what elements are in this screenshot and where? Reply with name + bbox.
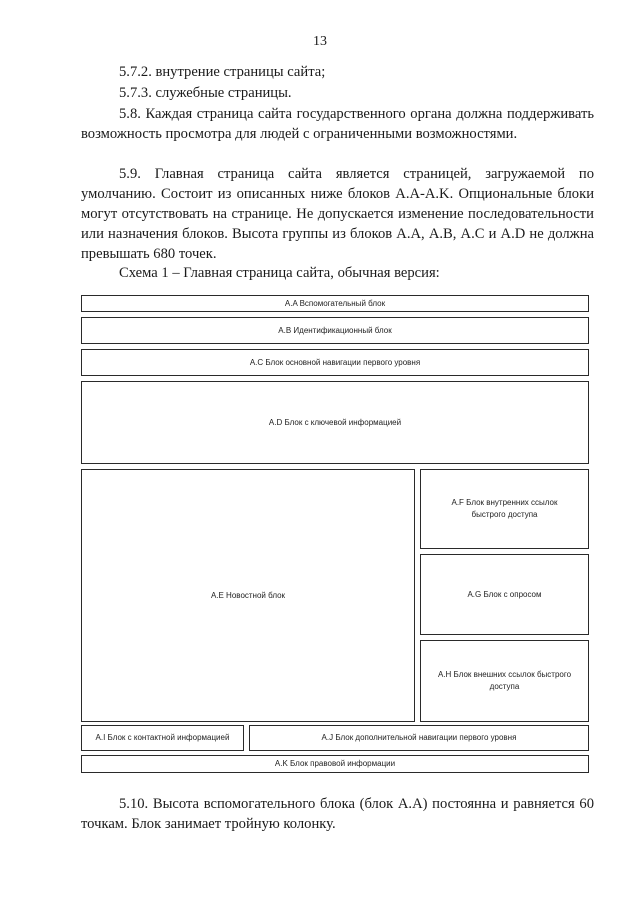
block-ah-external-links: A.H Блок внешних ссылок быстрого доступа (420, 640, 589, 722)
block-ad-key-information: A.D Блок с ключевой информацией (81, 381, 589, 464)
paragraph-5-9: 5.9. Главная страница сайта является страницей, загружаемой по умолчанию. Состоит из описанных ниже блоков A.A-A.K. Опциональные блоки могут отсутствовать на странице. Не допускается изменение последовательности или назначения блоков. Высота группы из блоков А.А, А.В, А.С и A.D не должна превышать 680 точек. (81, 166, 594, 262)
paragraph-5-8: 5.8. Каждая страница сайта государственного органа должна поддерживать возможность просмотра для людей с ограниченными возможностями. (81, 106, 594, 142)
page-number: 13 (313, 34, 327, 49)
block-ac-main-navigation: A.C Блок основной навигации первого уровня (81, 349, 589, 376)
block-ae-news: A.E Новостной блок (81, 469, 415, 722)
item-5-7-2: 5.7.2. внутрение страницы сайта; (119, 64, 326, 80)
scheme-caption: Схема 1 – Главная страница сайта, обычная версия: (119, 265, 440, 281)
block-aj-additional-navigation: A.J Блок дополнительной навигации первого уровня (249, 725, 589, 751)
block-ab-identification: A.B Идентификационный блок (81, 317, 589, 344)
block-aa-auxiliary: A.A Вспомогательный блок (81, 295, 589, 312)
block-af-internal-links: A.F Блок внутренних ссылок быстрого доступа (420, 469, 589, 549)
block-ak-legal-information: A.K Блок правовой информации (81, 755, 589, 773)
block-ai-contact-information: A.I Блок с контактной информацией (81, 725, 244, 751)
item-5-7-3: 5.7.3. служебные страницы. (119, 85, 292, 101)
paragraph-5-10: 5.10. Высота вспомогательного блока (блок А.А) постоянна и равняется 60 точкам. Блок занимает тройную колонку. (81, 796, 594, 832)
block-ag-poll: A.G Блок с опросом (420, 554, 589, 635)
